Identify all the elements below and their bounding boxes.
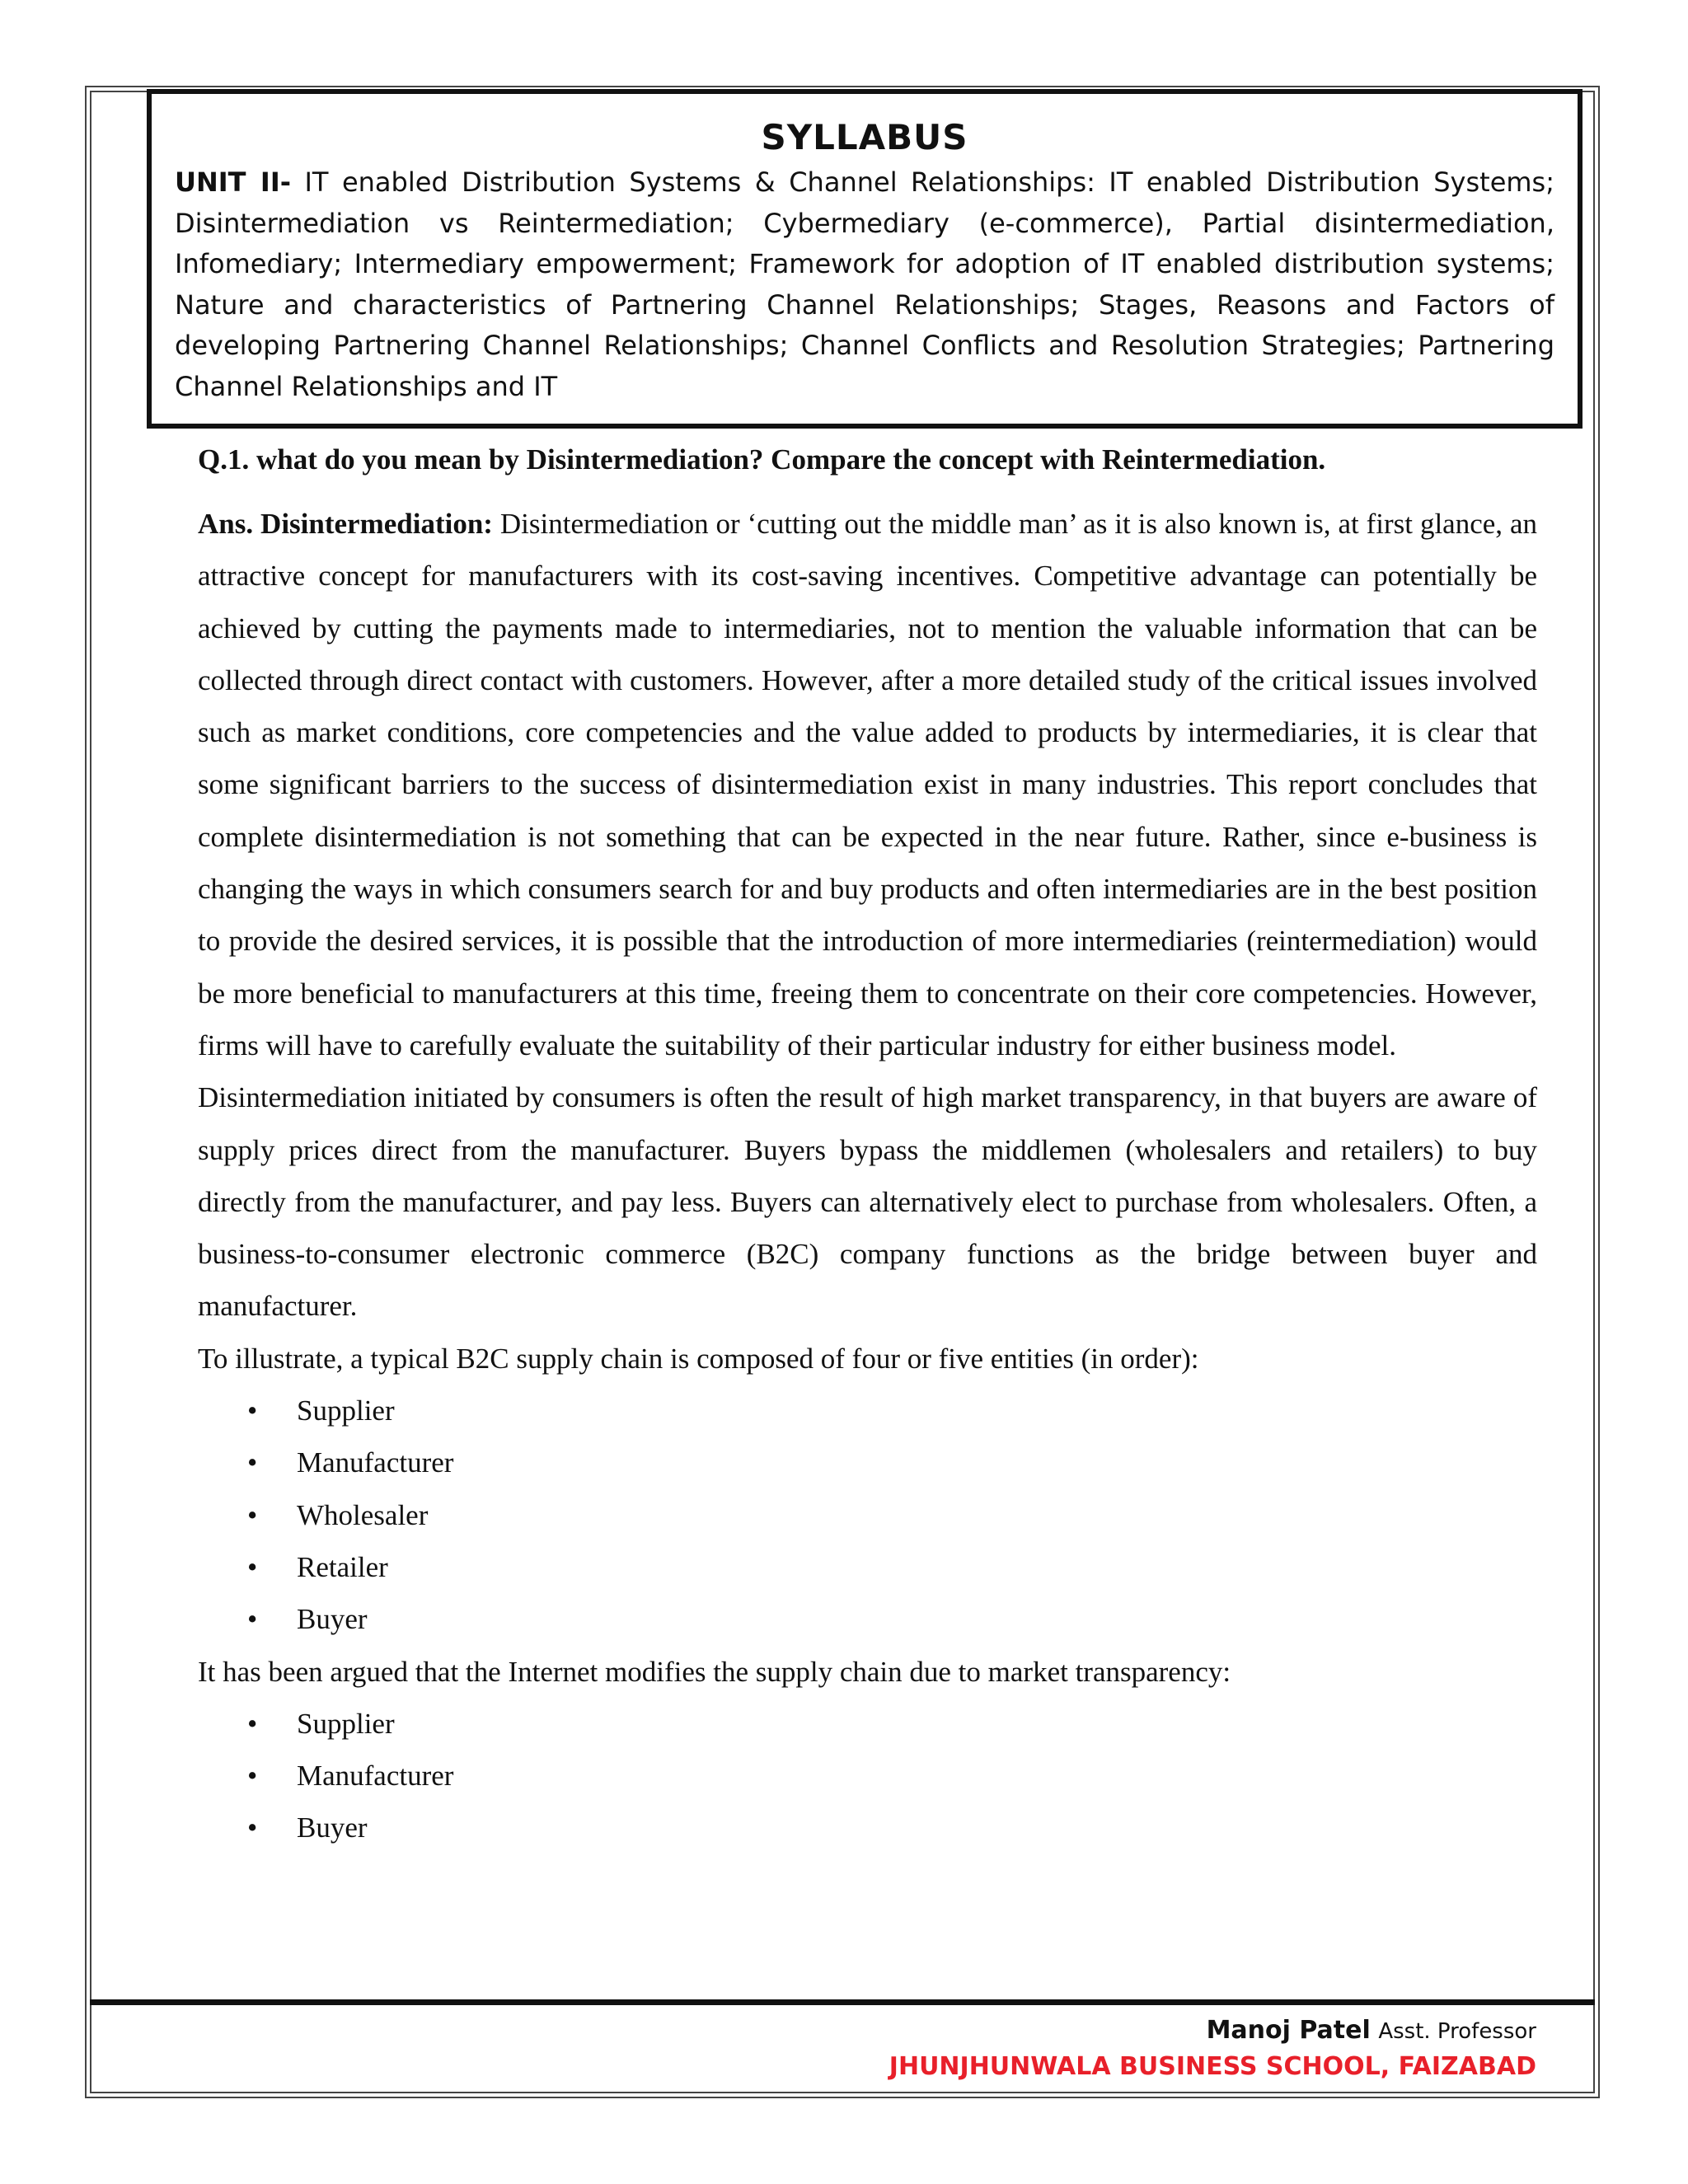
list-item-label: Wholesaler <box>297 1498 429 1531</box>
bullet-icon: • <box>247 1394 258 1427</box>
footer-author <box>1207 2016 1536 2045</box>
main-content <box>198 440 1537 1854</box>
list-item-label: Manufacturer <box>297 1760 454 1793</box>
footer-school: JHUNJHUNWALA BUSINESS SCHOOL, FAIZABAD <box>889 2052 1536 2081</box>
list-item-label: Buyer <box>297 1603 368 1636</box>
answer-paragraph-2: Disintermediation initiated by consumers is often the result of high market transparency, in that buyers are aware of supply prices direct from the manufacturer. Buyers bypass the middlemen (wholesalers and retailers) to buy directly from the manufacturer, and pay less. Buyers can alternatively elect to purchase from wholesalers. Often, a business-to-consumer electronic commerce (B2C) company functions as the bridge between buyer and manufacturer. <box>198 1081 1537 1323</box>
list-item-label: Manufacturer <box>297 1446 454 1479</box>
question-heading: Q.1. what do you mean by Disintermediation? Compare the concept with Reintermediation. <box>198 443 1326 476</box>
list-item <box>198 1802 1537 1854</box>
bullet-icon: • <box>247 1707 258 1740</box>
list-item <box>198 1593 1537 1645</box>
answer-text-1: Disintermediation or ‘cutting out the middle man’ as it is also known is, at first glance, an attractive concept for manufacturers with its cost-saving incentives. Competitive advantage can potentially be achieved by cutting the payments made to intermediaries, not to mention the valuable information that can be collected through direct contact with customers. However, after a more detailed study of the critical issues involved such as market conditions, core competencies and the value added to products by intermediaries, it is clear that some significant barriers to the success of disintermediation exist in many industries. This report concludes that complete disintermediation is not something that can be expected in the near future. Rather, since e-business is changing the ways in which consumers search for and buy products and often intermediaries are in the best position to provide the desired services, it is possible that the introduction of more intermediaries (reintermediation) would be more beneficial to manufacturers at this time, freeing them to concentrate on their core competencies. However, firms will have to carefully evaluate the suitability of their particular industry for either business model. <box>198 508 1538 1062</box>
supply-chain-list-b2c <box>198 1385 1537 1645</box>
answer-paragraph-3: To illustrate, a typical B2C supply chain is composed of four or five entities (in order): <box>198 1342 1199 1375</box>
bullet-icon: • <box>247 1760 258 1793</box>
bullet-icon: • <box>247 1811 258 1844</box>
list-item-label: Supplier <box>297 1394 395 1427</box>
footer-divider <box>90 1999 1595 2005</box>
list-item <box>198 1698 1537 1750</box>
syllabus-title: SYLLABUS <box>761 117 968 157</box>
list-item-label: Supplier <box>297 1707 395 1740</box>
answer-paragraph-1 <box>198 498 1537 1071</box>
syllabus-box <box>147 89 1582 429</box>
answer-label: Ans. Disintermediation: <box>198 508 493 540</box>
list-item-label: Retailer <box>297 1550 388 1583</box>
unit-description: IT enabled Distribution Systems & Channel Relationships: IT enabled Distribution Systems; Disintermediation vs Reintermediation; Cybermediary (e-commerce), Partial disintermediation, Infomediary; Intermediary empowerment; Framework for adoption of IT enabled distribution systems; Nature and characteristics of Partnering Channel Relationships; Stages, Reasons and Factors of developing Partnering Channel Relationships; Channel Conflicts and Resolution Strategies; Partnering Channel Relationships and IT <box>175 166 1555 402</box>
list-item <box>198 1541 1537 1593</box>
list-item <box>198 1489 1537 1541</box>
bullet-icon: • <box>247 1498 258 1531</box>
bullet-icon: • <box>247 1550 258 1583</box>
bullet-icon: • <box>247 1603 258 1636</box>
author-name: Manoj Patel <box>1206 2016 1371 2045</box>
list-item-label: Buyer <box>297 1811 368 1844</box>
syllabus-text <box>175 162 1554 407</box>
list-item <box>198 1750 1537 1802</box>
bullet-icon: • <box>247 1446 258 1479</box>
list-item <box>198 1385 1537 1436</box>
unit-label: UNIT II- <box>175 166 292 198</box>
answer-paragraph-4: It has been argued that the Internet modifies the supply chain due to market transparency: <box>198 1655 1231 1688</box>
author-role: Asst. Professor <box>1378 2019 1536 2044</box>
supply-chain-list-internet <box>198 1698 1537 1854</box>
list-item <box>198 1436 1537 1488</box>
